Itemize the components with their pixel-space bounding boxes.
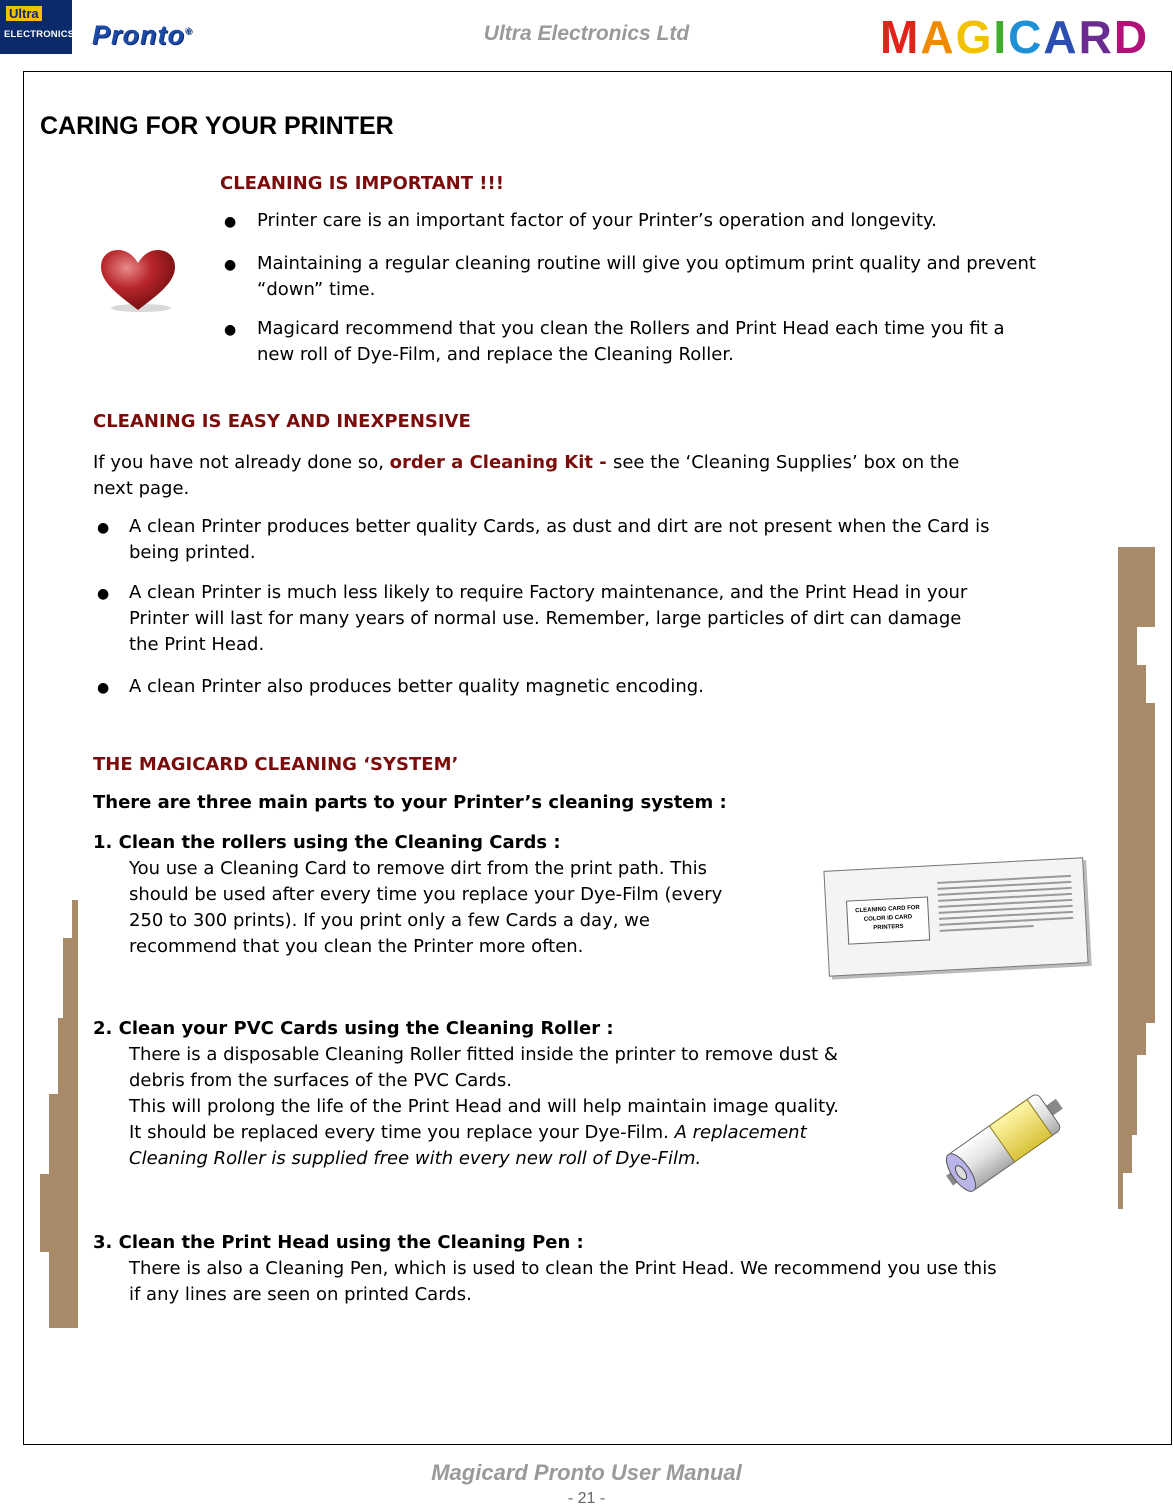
section1-bullet-3-line1: Magicard recommend that you clean the Rollers and Print Head each time you fit a [257, 318, 1005, 339]
section2-intro-pre: If you have not already done so, [93, 452, 390, 473]
item1-body [129, 856, 829, 960]
ultra-logo-top: Ultra [6, 6, 42, 21]
page-title: CARING FOR YOUR PRINTER [40, 112, 394, 140]
section1-bullet-2: ● Maintaining a regular cleaning routine will give you optimum print quality and prevent “down” time. [220, 251, 1120, 303]
pronto-logo: Pronto® [92, 20, 193, 50]
section3-subheading: There are three main parts to your Printer’s cleaning system : [93, 792, 727, 813]
item2-line2: debris from the surfaces of the PVC Cards. [129, 1070, 512, 1091]
item2-body [129, 1042, 929, 1172]
section1-bullet-3-line2: new roll of Dye-Film, and replace the Cleaning Roller. [257, 344, 734, 365]
item1-title: 1. Clean the rollers using the Cleaning Cards : [93, 832, 561, 853]
header-company: Ultra Electronics Ltd [483, 22, 690, 45]
cleaning-card-image [823, 857, 1088, 976]
item2-line4: It should be replaced every time you replace your Dye-Film. [129, 1122, 675, 1143]
item2-title: 2. Clean your PVC Cards using the Cleaning Roller : [93, 1018, 614, 1039]
section1-bullet-1-text: Printer care is an important factor of your Printer’s operation and longevity. [257, 210, 937, 231]
section1-bullet-3: ● Magicard recommend that you clean the Rollers and Print Head each time you fit a new roll of Dye-Film, and replace the Cleaning Roller. [220, 316, 1120, 368]
heart-icon [97, 248, 179, 314]
section2-heading: CLEANING IS EASY AND INEXPENSIVE [93, 411, 471, 432]
item3-line2: if any lines are seen on printed Cards. [129, 1284, 472, 1305]
cleaning-roller-image [930, 1088, 1080, 1198]
item3-line1: There is also a Cleaning Pen, which is used to clean the Print Head. We recommend you use this [129, 1258, 997, 1279]
section2-bullet-3-text: A clean Printer also produces better quality magnetic encoding. [129, 676, 704, 697]
card-title-line3: PRINTERS [873, 923, 904, 932]
section1-bullet-1: ● Printer care is an important factor of your Printer’s operation and longevity. [220, 208, 1120, 234]
section2-bullet-1-line2: being printed. [129, 542, 256, 563]
footer-page-number: - 21 - [567, 1490, 606, 1507]
section2-intro-post: see the ‘Cleaning Supplies’ box on the [612, 452, 960, 473]
section1-bullet-2-line1: Maintaining a regular cleaning routine will give you optimum print quality and prevent [257, 253, 1036, 274]
section2-bullet-1-line1: A clean Printer produces better quality Cards, as dust and dirt are not present when the Card is [129, 516, 990, 537]
ultra-logo-bottom: ELECTRONICS [4, 29, 75, 40]
section2-bullet-3: ● A clean Printer also produces better quality magnetic encoding. [93, 674, 1103, 700]
card-title-line1: CLEANING CARD FOR [855, 904, 920, 915]
item2-line3: This will prolong the life of the Print Head and will help maintain image quality. [129, 1096, 839, 1117]
section2-intro-line2: next page. [93, 478, 190, 499]
section1-bullet-2-line2: “down” time. [257, 279, 376, 300]
item2-italic-b: Cleaning Roller is supplied free with every new roll of Dye-Film. [129, 1148, 702, 1169]
item1-line1: You use a Cleaning Card to remove dirt from the print path. This [129, 858, 708, 879]
footer-manual-title: Magicard Pronto User Manual [431, 1460, 742, 1485]
section2-bullet-2-line1: A clean Printer is much less likely to require Factory maintenance, and the Print Head in your [129, 582, 968, 603]
item2-line1: There is a disposable Cleaning Roller fitted inside the printer to remove dust & [129, 1044, 838, 1065]
section2-bullet-2-line2: Printer will last for many years of normal use. Remember, large particles of dirt can damage [129, 608, 962, 629]
card-title-line2: COLOR ID CARD [863, 914, 913, 923]
pronto-logo-text: Pronto [92, 20, 185, 50]
item1-line4: recommend that you clean the Printer more often. [129, 936, 584, 957]
item3-body [129, 1256, 1109, 1308]
section2-bullet-2: ● A clean Printer is much less likely to require Factory maintenance, and the Print Head in your Printer will last for many years of normal use. Remember, large particles of dirt can damage the Print Head. [93, 580, 1103, 658]
item2-italic-a: A replacement [674, 1122, 807, 1143]
item3-title: 3. Clean the Print Head using the Cleaning Pen : [93, 1232, 584, 1253]
magicard-logo: MAGICARD [880, 11, 1150, 63]
item1-line3: 250 to 300 prints). If you print only a few Cards a day, we [129, 910, 650, 931]
section1-heading: CLEANING IS IMPORTANT !!! [220, 173, 504, 194]
section2-intro-bold: order a Cleaning Kit - [389, 452, 613, 473]
section3-heading: THE MAGICARD CLEANING ‘SYSTEM’ [93, 754, 459, 775]
section2-bullet-1: ● A clean Printer produces better quality Cards, as dust and dirt are not present when the Card is being printed. [93, 514, 1103, 566]
section2-bullet-2-line3: the Print Head. [129, 634, 265, 655]
item1-line2: should be used after every time you replace your Dye-Film (every [129, 884, 723, 905]
section2-intro [93, 450, 1103, 502]
